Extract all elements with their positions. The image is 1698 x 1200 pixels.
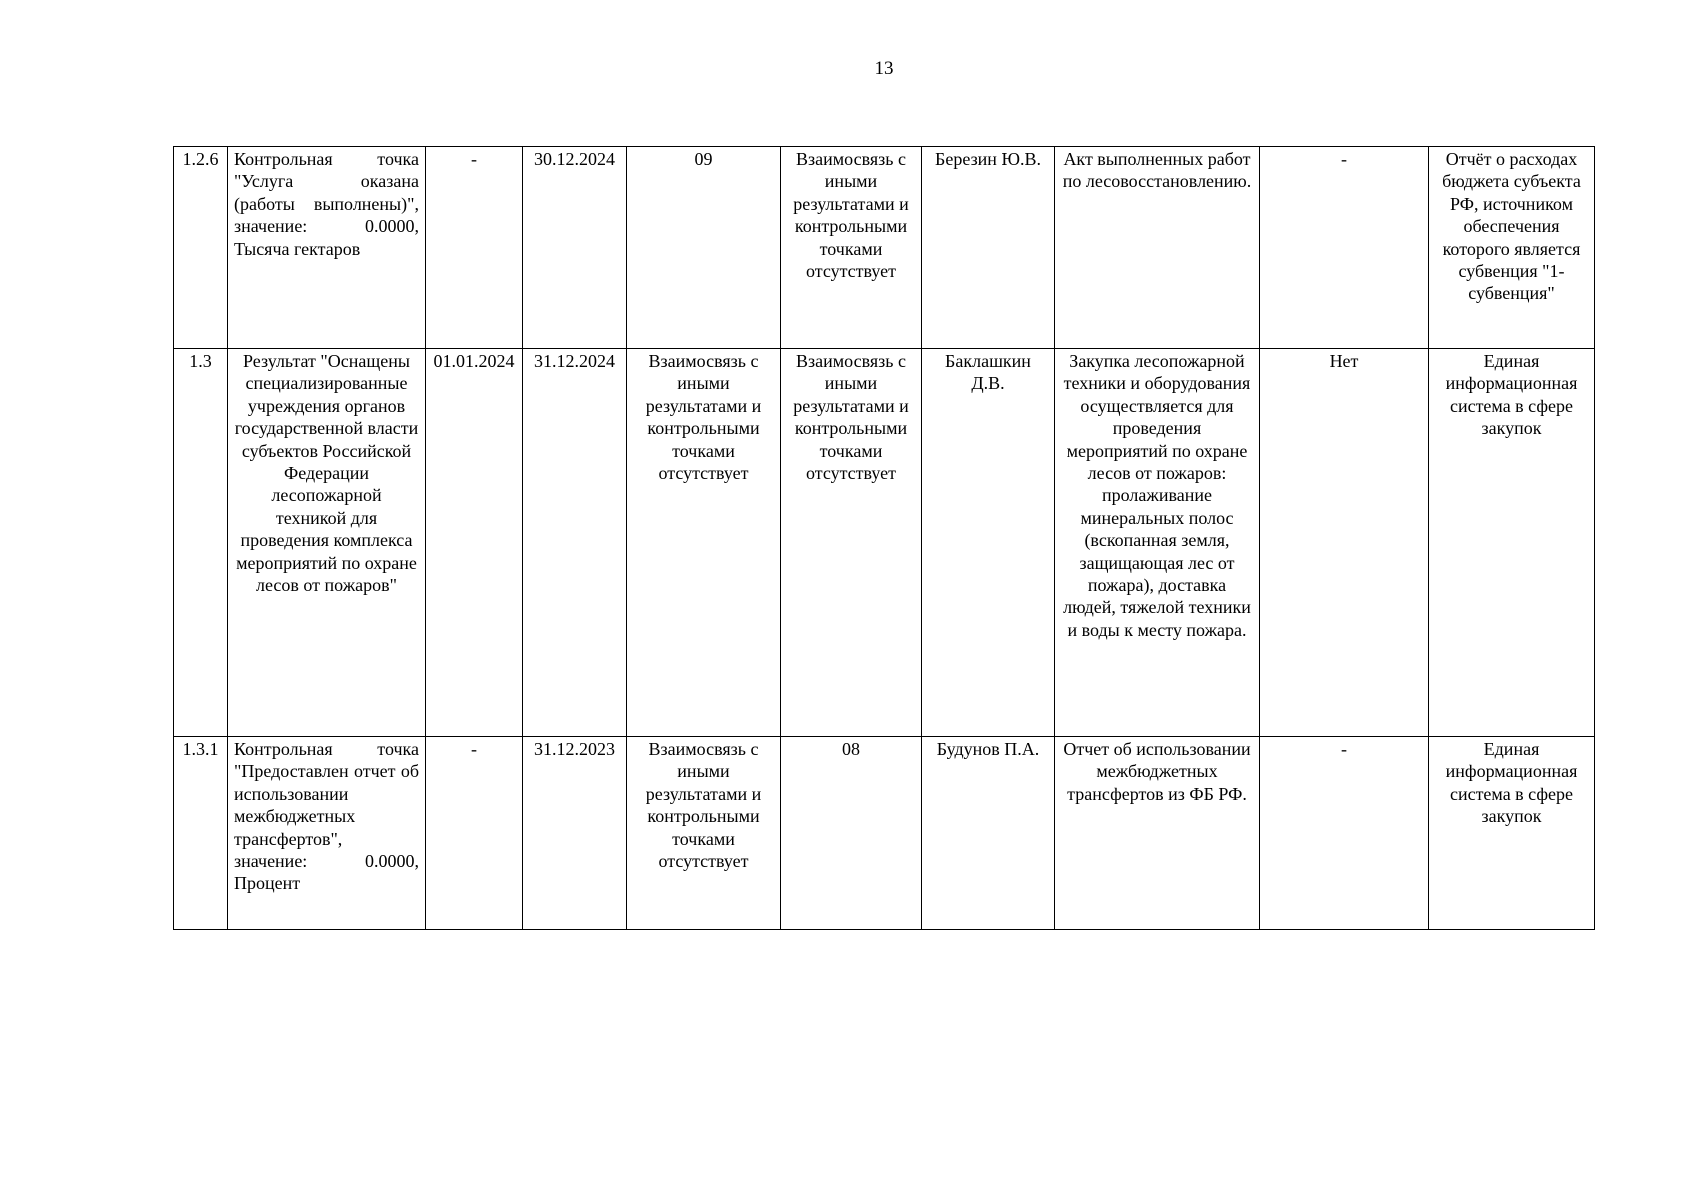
- row-flag: Нет: [1260, 349, 1429, 737]
- row-successors: Взаимосвязь с иными результатами и контрольными точками отсутствует: [781, 147, 922, 349]
- row-responsible: Березин Ю.В.: [922, 147, 1055, 349]
- row-document: Отчет об использовании межбюджетных трансфертов из ФБ РФ.: [1055, 737, 1260, 930]
- row-end-date: 31.12.2023: [523, 737, 627, 930]
- row-document: Акт выполненных работ по лесовосстановлению.: [1055, 147, 1260, 349]
- row-number: 1.2.6: [174, 147, 228, 349]
- row-end-date: 30.12.2024: [523, 147, 627, 349]
- row-flag: -: [1260, 147, 1429, 349]
- row-predecessors: Взаимосвязь с иными результатами и контрольными точками отсутствует: [627, 349, 781, 737]
- row-responsible: Будунов П.А.: [922, 737, 1055, 930]
- row-name: Результат "Оснащены специализированные учреждения органов государственной власти субъектов Российской Федерации лесопожарной техникой для проведения комплекса мероприятий по охране лесов от пожаров": [228, 349, 426, 737]
- table-row: [174, 349, 1595, 737]
- row-end-date: 31.12.2024: [523, 349, 627, 737]
- control-points-table: [173, 146, 1595, 930]
- page-number: 13: [874, 58, 894, 79]
- row-successors: Взаимосвязь с иными результатами и контрольными точками отсутствует: [781, 349, 922, 737]
- table-row: [174, 737, 1595, 930]
- row-start-date: 01.01.2024: [426, 349, 523, 737]
- row-info-system: Отчёт о расходах бюджета субъекта РФ, источником обеспечения которого является субвенция "1-субвенция": [1429, 147, 1595, 349]
- row-flag: -: [1260, 737, 1429, 930]
- row-predecessors: Взаимосвязь с иными результатами и контрольными точками отсутствует: [627, 737, 781, 930]
- row-responsible: Баклашкин Д.В.: [922, 349, 1055, 737]
- row-predecessors: 09: [627, 147, 781, 349]
- row-start-date: -: [426, 147, 523, 349]
- row-name: Контрольная точка "Услуга оказана (работы выполнены)", значение: 0.0000, Тысяча гектаров: [228, 147, 426, 349]
- row-document: Закупка лесопожарной техники и оборудования осуществляется для проведения мероприятий по охране лесов от пожаров: пролаживание минеральных полос (вскопанная земля, защищающая лес от пожара), доставка людей, тяжелой техники и воды к месту пожара.: [1055, 349, 1260, 737]
- row-successors: 08: [781, 737, 922, 930]
- row-info-system: Единая информационная система в сфере закупок: [1429, 349, 1595, 737]
- row-number: 1.3: [174, 349, 228, 737]
- row-number: 1.3.1: [174, 737, 228, 930]
- row-name: Контрольная точка "Предоставлен отчет об использовании межбюджетных трансфертов", значение: 0.0000, Процент: [228, 737, 426, 930]
- row-start-date: -: [426, 737, 523, 930]
- table-row: [174, 147, 1595, 349]
- row-info-system: Единая информационная система в сфере закупок: [1429, 737, 1595, 930]
